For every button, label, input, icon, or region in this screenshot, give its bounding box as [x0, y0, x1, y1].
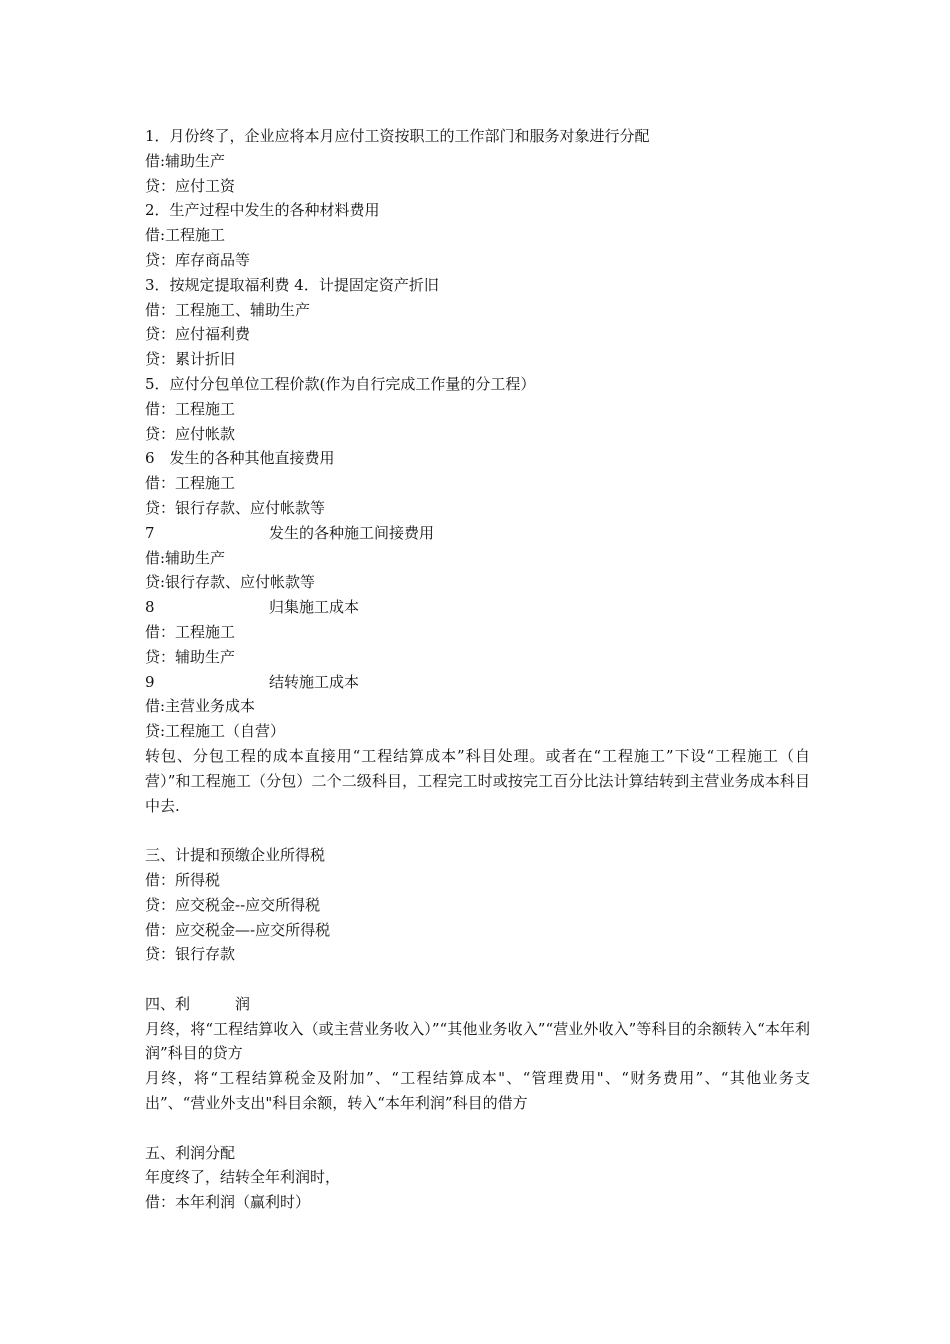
- text-line: 贷：应付福利费: [145, 325, 251, 344]
- text-line: 借：工程施工、辅助生产: [145, 300, 311, 319]
- text-line: 年度终了，结转全年利润时，: [145, 1168, 341, 1187]
- text-line: 贷:工程施工（自营）: [145, 722, 286, 741]
- section-heading: 三、计提和预缴企业所得税: [145, 846, 326, 865]
- section-heading: 四、利 润: [145, 994, 251, 1013]
- item-number: 7: [145, 523, 155, 542]
- text-line: 借:辅助生产: [145, 151, 226, 170]
- text-line: 6 发生的各种其他直接费用: [145, 449, 335, 468]
- paragraph: 月终，将“工程结算收入（或主营业务收入）”“其他业务收入”“营业外收入”等科目的余额转入“本年利润”科目的贷方: [145, 1019, 810, 1063]
- numbered-heading: [145, 595, 810, 620]
- numbered-heading: [145, 670, 810, 695]
- text-line: 5．应付分包单位工程价款(作为自行完成工作量的分工程）: [145, 374, 536, 393]
- blank-line: [145, 818, 810, 843]
- text-line: 借：工程施工: [145, 474, 236, 493]
- text-line: 贷：应交税金--应交所得税: [145, 895, 321, 914]
- text-line: 贷：银行存款、应付帐款等: [145, 498, 326, 517]
- paragraph: 转包、分包工程的成本直接用“工程结算成本”科目处理。或者在“工程施工”下设“工程施工（自营）”和工程施工（分包）二个二级科目，工程完工时或按完工百分比法计算结转到主营业务成本科目中去.: [145, 746, 810, 815]
- text-line: 贷：银行存款: [145, 945, 236, 964]
- item-text: 发生的各种施工间接费用: [269, 523, 435, 542]
- text-line: 借：工程施工: [145, 622, 236, 641]
- item-text: 归集施工成本: [269, 598, 360, 617]
- text-line: 贷:银行存款、应付帐款等: [145, 573, 316, 592]
- blank-line: [145, 967, 810, 992]
- text-line: 贷：辅助生产: [145, 647, 236, 666]
- section-heading: 五、利润分配: [145, 1143, 236, 1162]
- item-text: 结转施工成本: [269, 672, 360, 691]
- text-line: 1．月份终了，企业应将本月应付工资按职工的工作部门和服务对象进行分配: [145, 127, 650, 145]
- item-number: 8: [145, 598, 155, 617]
- text-line: 借：本年利润（赢利时）: [145, 1193, 311, 1212]
- text-line: 借：所得税: [145, 870, 221, 889]
- text-line: 贷：累计折旧: [145, 350, 236, 369]
- item-number: 9: [145, 672, 155, 691]
- text-line: 贷：应付帐款: [145, 424, 236, 443]
- text-line: 借：工程施工: [145, 399, 236, 418]
- document-body: [145, 124, 810, 1215]
- text-line: 借:工程施工: [145, 226, 226, 245]
- text-line: 3．按规定提取福利费 4．计提固定资产折旧: [145, 275, 439, 294]
- text-line: 借:主营业务成本: [145, 697, 256, 716]
- text-line: 贷：应付工资: [145, 176, 236, 195]
- blank-line: [145, 1116, 810, 1141]
- text-line: 借：应交税金—-应交所得税: [145, 920, 331, 939]
- text-line: 2．生产过程中发生的各种材料费用: [145, 201, 380, 220]
- numbered-heading: [145, 521, 810, 546]
- paragraph: 月终，将“工程结算税金及附加”、“工程结算成本"、“管理费用"、“财务费用”、“其他业务支出”、“营业外支出"科目余额，转入“本年利润”科目的借方: [145, 1069, 810, 1113]
- text-line: 借:辅助生产: [145, 548, 226, 567]
- text-line: 贷：库存商品等: [145, 250, 251, 269]
